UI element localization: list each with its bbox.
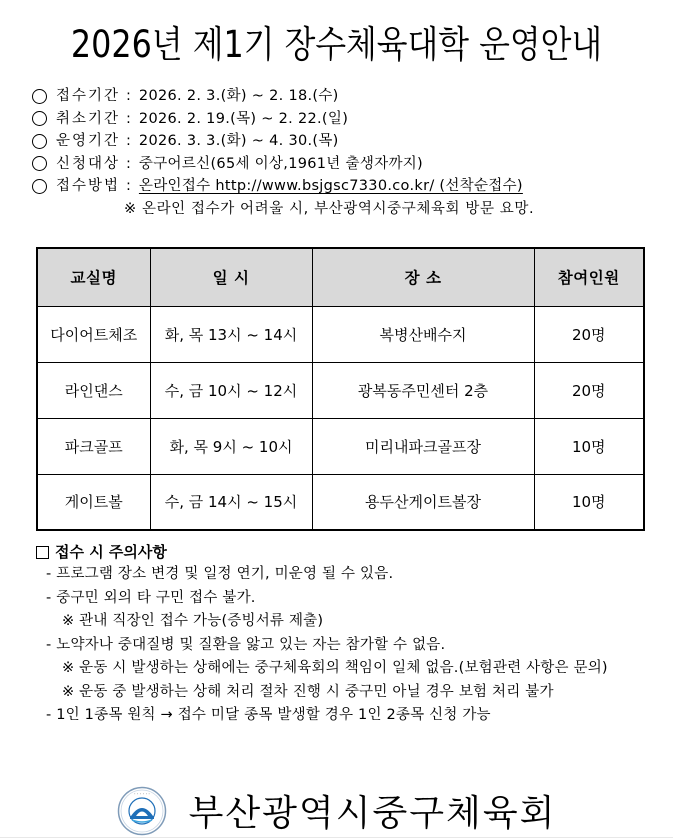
class-schedule-table — [36, 247, 645, 531]
header-schedule: 일 시 — [150, 248, 312, 306]
cell-place: 복병산배수지 — [312, 306, 534, 362]
info-value: 2026. 2. 19.(목) ~ 2. 22.(일) — [138, 110, 349, 127]
note-line: - 1인 1종목 원칙 → 접수 미달 종목 발생할 경우 1인 2종목 신청 가능 — [46, 707, 491, 723]
info-label: 운영기간 — [56, 133, 121, 149]
cell-place: 광복동주민센터 2층 — [312, 362, 534, 418]
note-subline: ※ 운동 시 발생하는 상해에는 중구체육회의 책임이 일체 없음.(보험관련 사항은 문의) — [62, 660, 608, 676]
table-header-row — [37, 248, 644, 306]
note-line: - 노약자나 중대질병 및 질환을 앓고 있는 자는 참가할 수 없음. — [46, 636, 446, 653]
table-row — [37, 474, 644, 530]
circle-bullet-icon — [32, 156, 47, 171]
info-label: 접수방법 — [56, 178, 121, 194]
info-row-reception-period — [32, 85, 652, 108]
circle-bullet-icon — [32, 179, 47, 194]
cell-place: 용두산게이트볼장 — [312, 474, 534, 530]
info-label: 접수기간 — [56, 88, 121, 104]
note-line: - 중구민 외의 타 구민 접수 불가. — [46, 589, 256, 606]
cell-schedule: 수, 금 10시 ~ 12시 — [150, 362, 312, 418]
cell-capacity: 10명 — [534, 474, 644, 530]
info-separator: : — [126, 110, 131, 127]
info-row-application-method — [32, 175, 652, 198]
info-section — [32, 85, 652, 220]
cell-schedule: 화, 목 9시 ~ 10시 — [150, 418, 312, 474]
cell-capacity: 20명 — [534, 362, 644, 418]
info-row-cancel-period — [32, 108, 652, 131]
precautions-section — [36, 541, 656, 728]
cell-schedule: 수, 금 14시 ~ 15시 — [150, 474, 312, 530]
online-application-link[interactable]: 온라인접수 http://www.bsjgsc7330.co.kr/ (선착순접수) — [138, 178, 523, 194]
header-capacity: 참여인원 — [534, 248, 644, 306]
organization-name: 부산광역시중구체육회 — [188, 793, 557, 834]
precautions-heading — [36, 541, 656, 563]
cell-class-name: 파크골프 — [37, 418, 150, 474]
svg-text:· · · · · ·: · · · · · · — [133, 792, 150, 797]
info-separator: : — [126, 133, 131, 149]
info-label: 신청대상 — [56, 155, 121, 172]
header-class-name: 교실명 — [37, 248, 150, 306]
note-subline: ※ 운동 중 발생하는 상해 처리 절차 진행 시 중구민 아닐 경우 보험 처리 불가 — [62, 683, 554, 700]
circle-bullet-icon — [32, 89, 47, 104]
cell-capacity: 20명 — [534, 306, 644, 362]
document-title: 2026년 제1기 장수체육대학 운영안내 — [70, 23, 603, 66]
cell-class-name: 게이트볼 — [37, 474, 150, 530]
footer-divider — [0, 837, 673, 838]
square-bullet-icon — [36, 546, 49, 559]
visit-notice: ※ 온라인 접수가 어려울 시, 부산광역시중구체육회 방문 요망. — [124, 200, 535, 217]
cell-schedule: 화, 목 13시 ~ 14시 — [150, 306, 312, 362]
precautions-title: 접수 시 주의사항 — [55, 543, 167, 561]
cell-class-name: 다이어트체조 — [37, 306, 150, 362]
info-row-operation-period — [32, 130, 652, 153]
circle-bullet-icon — [32, 111, 47, 126]
info-separator: : — [126, 178, 131, 194]
table-row — [37, 306, 644, 362]
table-row — [37, 362, 644, 418]
sports-council-logo-icon — [117, 786, 167, 836]
info-row-eligibility — [32, 153, 652, 176]
circle-bullet-icon — [32, 134, 47, 149]
info-separator: : — [126, 155, 131, 172]
table-row — [37, 418, 644, 474]
note-subline: ※ 관내 직장인 접수 가능(증빙서류 제출) — [62, 613, 324, 629]
info-value: 2026. 2. 3.(화) ~ 2. 18.(수) — [138, 88, 339, 104]
cell-capacity: 10명 — [534, 418, 644, 474]
note-line: - 프로그램 장소 변경 및 일정 연기, 미운영 될 수 있음. — [46, 566, 394, 582]
info-label: 취소기간 — [56, 110, 121, 127]
header-place: 장 소 — [312, 248, 534, 306]
info-value: 중구어르신(65세 이상,1961년 출생자까지) — [138, 155, 424, 172]
footer — [0, 782, 673, 839]
cell-class-name: 라인댄스 — [37, 362, 150, 418]
cell-place: 미리내파크골프장 — [312, 418, 534, 474]
info-value: 2026. 3. 3.(화) ~ 4. 30.(목) — [138, 133, 339, 149]
info-separator: : — [126, 88, 131, 104]
